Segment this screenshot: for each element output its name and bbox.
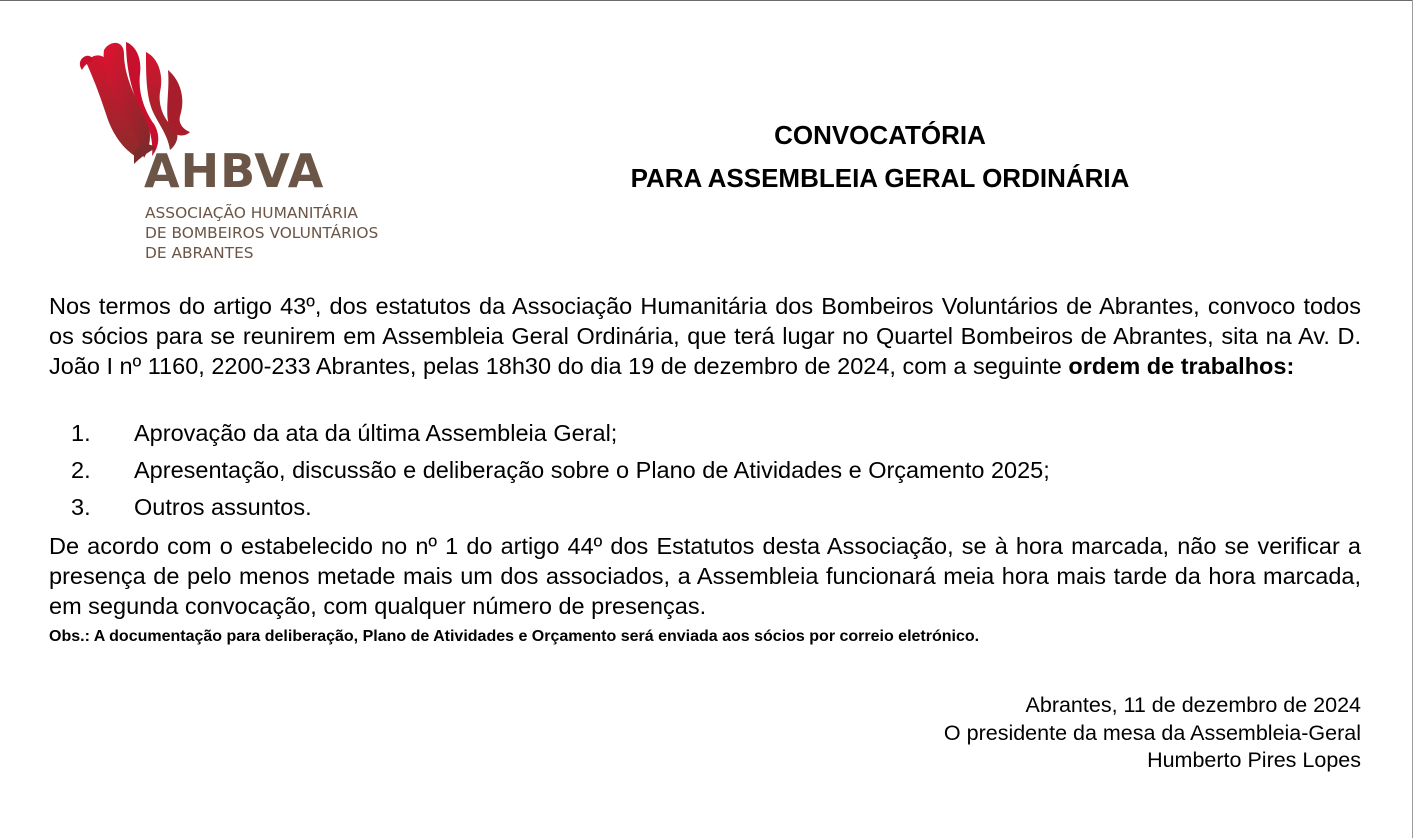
agenda-heading: ordem de trabalhos: — [1068, 353, 1295, 379]
signatory-name: Humberto Pires Lopes — [1147, 748, 1361, 772]
signature-block — [944, 692, 1361, 775]
signatory-role: O presidente da mesa da Assembleia-Geral — [943, 720, 1361, 745]
logo-full-name — [145, 203, 378, 263]
logo-name-line: ASSOCIAÇÃO HUMANITÁRIA — [145, 204, 358, 222]
observation-note: Obs.: A documentação para deliberação, Plano de Atividades e Orçamento será enviada aos sócios por correio eletrónico. — [49, 628, 980, 645]
logo-name-line: DE ABRANTES — [145, 244, 254, 262]
agenda-item-text: Apresentação, discussão e deliberação sobre o Plano de Atividades e Orçamento 2025; — [134, 457, 1050, 483]
agenda-item-number: 2. — [71, 457, 91, 483]
agenda-item — [49, 455, 1361, 492]
agenda-item — [49, 492, 1361, 529]
quorum-paragraph: De acordo com o estabelecido no nº 1 do artigo 44º dos Estatutos desta Associação, se à hora marcada, não se verificar a presença de pelo menos metade mais um dos associados, a Assembleia funcionará meia hora mais tarde da hora marcada, em segunda convocação, com qualquer número de presenças. — [49, 533, 1361, 619]
logo-acronym: AHBVA — [144, 144, 325, 198]
agenda-item — [49, 418, 1361, 455]
agenda-item-text: Outros assuntos. — [134, 494, 312, 520]
agenda-list — [49, 418, 1361, 529]
document-subtitle: PARA ASSEMBLEIA GERAL ORDINÁRIA — [630, 163, 1130, 193]
document-title: CONVOCATÓRIA — [774, 120, 986, 150]
top-border — [0, 0, 1413, 1]
logo-name-line: DE BOMBEIROS VOLUNTÁRIOS — [145, 224, 379, 242]
agenda-item-text: Aprovação da ata da última Assembleia Geral; — [134, 420, 618, 446]
agenda-item-number: 3. — [71, 494, 91, 520]
intro-text: Nos termos do artigo 43º, dos estatutos da Associação Humanitária dos Bombeiros Voluntários de Abrantes, convoco todos os sócios para se reunirem em Assembleia Geral Ordinária, que terá lugar no Quartel Bombeiros de Abrantes, sita na Av. D. João I nº 1160, 2200-233 Abrantes, pelas 18h30 do dia 19 de dezembro de 2024, com a seguinte — [49, 293, 1361, 379]
intro-paragraph — [49, 291, 1361, 381]
place-date: Abrantes, 11 de dezembro de 2024 — [1025, 693, 1361, 717]
agenda-item-number: 1. — [71, 420, 91, 446]
ahbva-logo — [70, 40, 400, 265]
